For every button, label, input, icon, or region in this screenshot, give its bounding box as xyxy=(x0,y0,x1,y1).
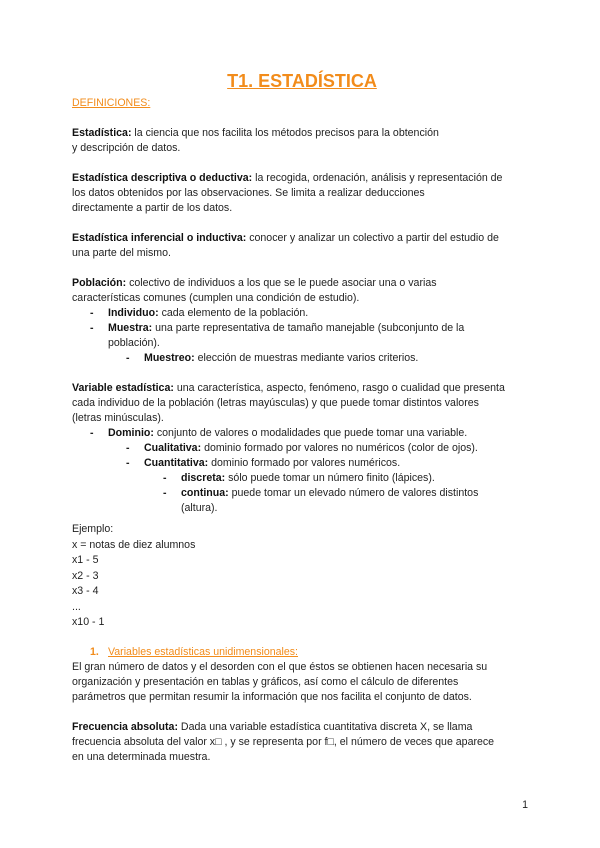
section-number: 1. xyxy=(90,645,99,658)
example-line: x = notas de diez alumnos xyxy=(72,538,196,551)
dominio-sublist xyxy=(108,441,532,516)
page-title: T1. ESTADÍSTICA xyxy=(227,71,377,91)
example-line: x10 - 1 xyxy=(72,616,105,628)
definition-estadistica: Estadística: la ciencia que nos facilita los métodos precisos para la obtención y descripción de datos. xyxy=(72,127,439,154)
definition-frecuencia-absoluta: Frecuencia absoluta: Dada una variable estadística cuantitativa discreta X, se llama frecuencia absoluta del valor x□ , y se representa por f□, el número de veces que aparece en una determinada muestra. xyxy=(72,720,495,763)
section-label-definiciones: DEFINICIONES: xyxy=(72,97,151,109)
document-page xyxy=(72,70,532,780)
term: Variable estadística: xyxy=(72,382,174,394)
example-block xyxy=(72,522,532,631)
example-line: ... xyxy=(72,600,81,613)
example-line: x2 - 3 xyxy=(72,569,99,582)
term: Estadística: xyxy=(72,127,132,139)
term: Estadística descriptiva o deductiva: xyxy=(72,172,253,184)
definition-descriptiva: Estadística descriptiva o deductiva: la recogida, ordenación, análisis y representación de los datos obtenidos por las observaciones. Se limita a realizar deducciones directamente a partir de los datos. xyxy=(72,172,503,214)
poblacion-list xyxy=(72,306,532,366)
term: Población: xyxy=(72,277,127,289)
definition-inferencial: Estadística inferencial o inductiva: conocer y analizar un colectivo a partir del estudio de una parte del mismo. xyxy=(72,232,499,259)
section-heading-text: Variables estadísticas unidimensionales: xyxy=(108,645,299,658)
list-item-dominio: - Dominio: conjunto de valores o modalidades que puede tomar una variable. - Cualitativa: dominio formado por valores no numéricos (color de ojos). - Cuantitativa: dominio formado por valores numéricos. - discreta: sólo puede tomar un número finito (lápices). - continua: puede tomar un elevado número de valores distintos (altura). xyxy=(72,426,532,516)
page-number: 1 xyxy=(522,799,528,811)
definition-variable: Variable estadística: una característica, aspecto, fenómeno, rasgo o cualidad que presenta cada individuo de la población (letras mayúsculas) y que puede tomar distintos valores (letras minúsculas). - Dominio: conjunto de valores o modalidades que puede tomar una variable. - Cualitativa: dominio formado por valores no numéricos (color de ojos). - Cuantitativa: dominio formado por valores numéricos. - discreta: sólo puede tomar un número finito (lápices). - continua: puede tomar un elevado número de valores distintos (altura). xyxy=(72,381,532,516)
list-item-individuo: - Individuo: cada elemento de la población. xyxy=(72,306,532,321)
definition-poblacion: Población: colectivo de individuos a los que se le puede asociar una o varias características comunes (cumplen una condición de estudio). - Individuo: cada elemento de la población. - Muestra: una parte representativa de tamaño manejable (subconjunto de la población). - Muestreo: elección de muestras mediante varios criterios. xyxy=(72,276,532,366)
example-line: x1 - 5 xyxy=(72,554,99,566)
list-item-cuantitativa: - Cuantitativa: dominio formado por valores numéricos. - discreta: sólo puede tomar un número finito (lápices). - continua: puede tomar un elevado número de valores distintos (altura). xyxy=(72,456,532,516)
list-item-cualitativa: - Cualitativa: dominio formado por valores no numéricos (color de ojos). xyxy=(72,441,532,456)
term: Frecuencia absoluta: xyxy=(72,720,178,733)
term: Estadística inferencial o inductiva: xyxy=(72,232,247,244)
list-item-discreta: - discreta: sólo puede tomar un número finito (lápices). xyxy=(72,471,532,486)
example-line: x3 - 4 xyxy=(72,585,99,597)
list-item-muestreo: - Muestreo: elección de muestras mediante varios criterios. xyxy=(72,351,532,366)
section1-paragraph: El gran número de datos y el desorden con el que éstos se obtienen hacen necesaria su organización y presentación en tablas y gráficos, así como el cálculo de diferentes parámetros que permitan resumir la información que nos facilita el conjunto de datos. xyxy=(72,660,488,703)
list-item-muestra: - Muestra: una parte representativa de tamaño manejable (subconjunto de la población). - Muestreo: elección de muestras mediante varios criterios. xyxy=(72,321,532,366)
list-item-continua: - continua: puede tomar un elevado número de valores distintos (altura). xyxy=(72,486,532,516)
muestra-sublist xyxy=(108,351,532,366)
cuantitativa-sublist xyxy=(144,471,532,516)
example-label: Ejemplo: xyxy=(72,523,114,535)
variable-list xyxy=(72,426,532,516)
section-heading-variables-unidimensionales xyxy=(90,645,532,660)
